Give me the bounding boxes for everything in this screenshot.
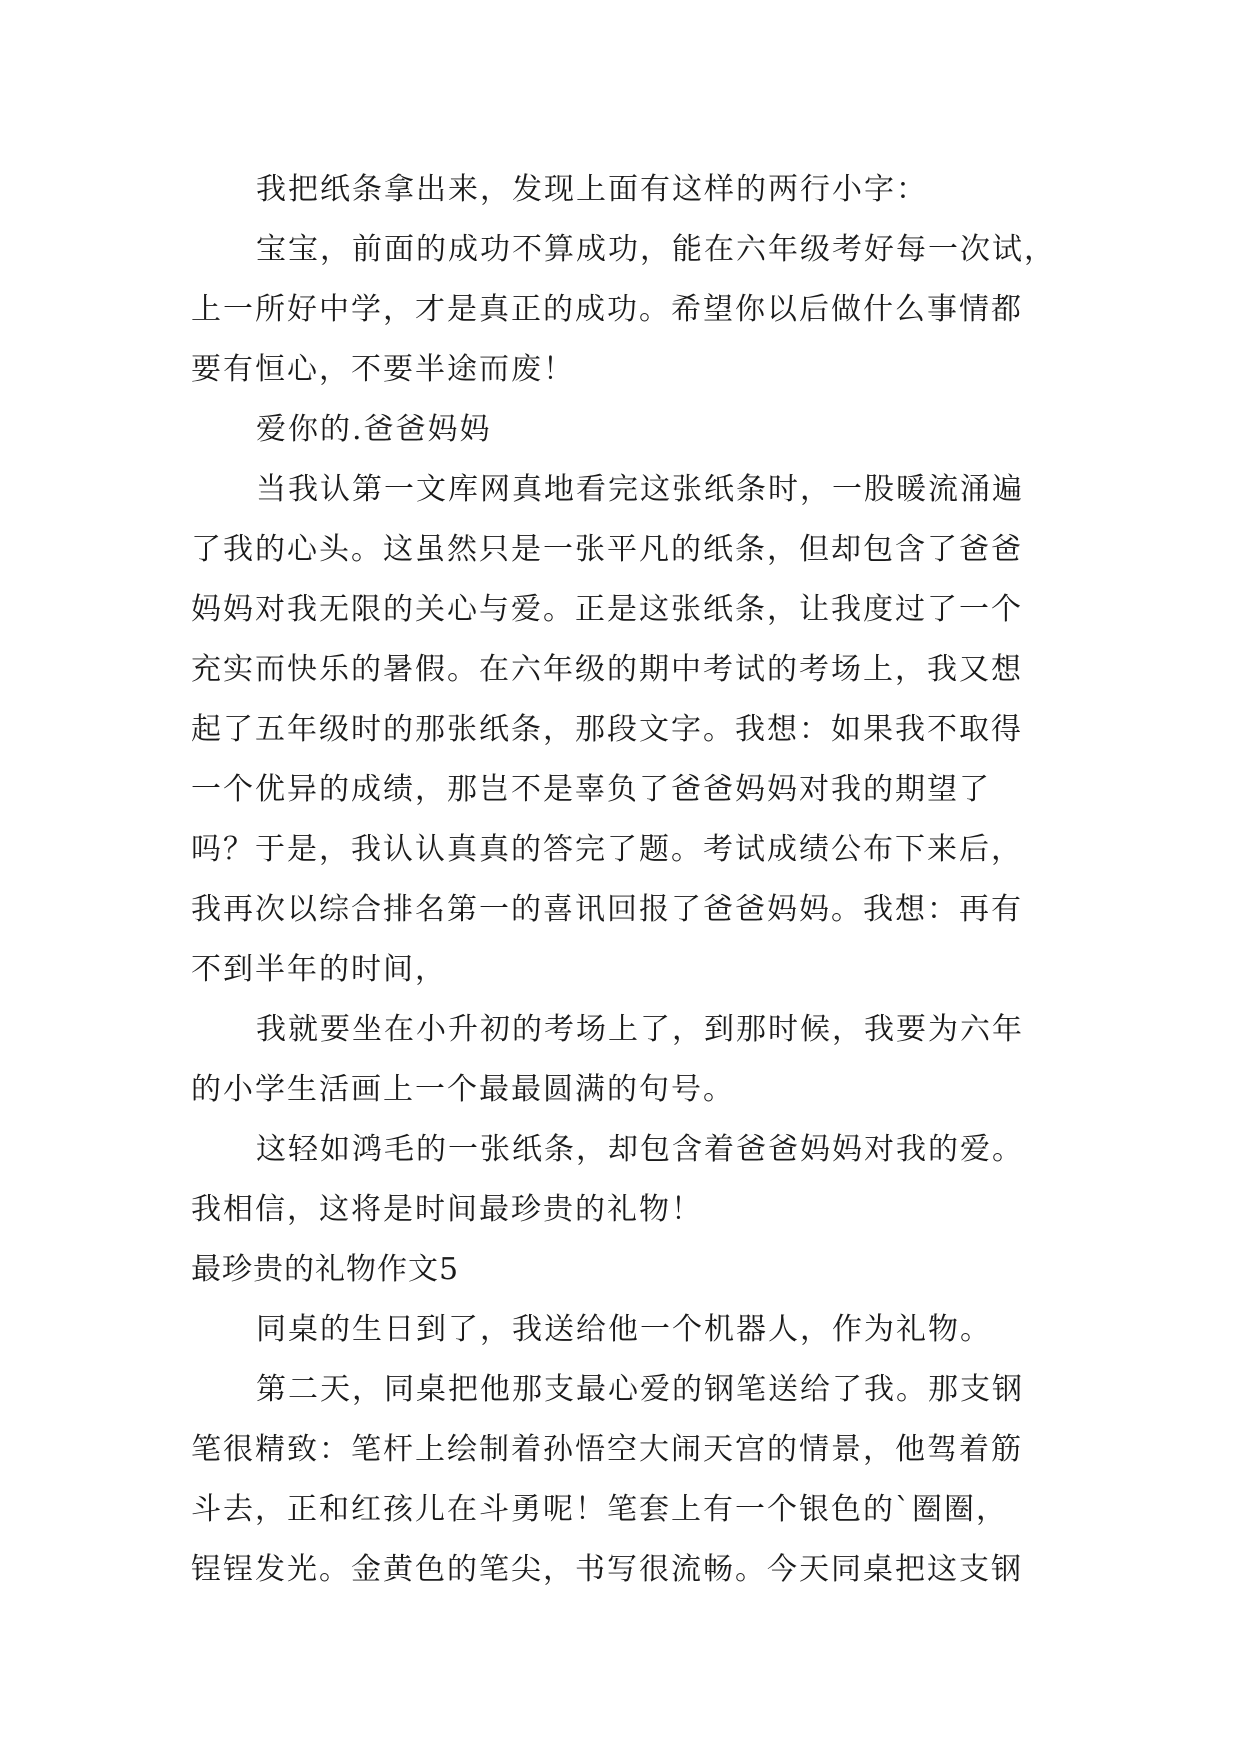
section-heading: 最珍贵的礼物作文5 [191, 1252, 460, 1287]
paragraph-line: 我相信，这将是时间最珍贵的礼物！ [191, 1192, 703, 1227]
paragraph-line: 吗？于是，我认认真真的答完了题。考试成绩公布下来后， [191, 832, 1023, 867]
paragraph-line: 起了五年级时的那张纸条，那段文字。我想：如果我不取得 [191, 712, 1023, 747]
paragraph-line: 妈妈对我无限的关心与爱。正是这张纸条，让我度过了一个 [191, 592, 1023, 627]
paragraph-line: 这轻如鸿毛的一张纸条，却包含着爸爸妈妈对我的爱。 [256, 1132, 1024, 1167]
paragraph-line: 不到半年的时间， [191, 952, 447, 987]
paragraph-line: 当我认第一文库网真地看完这张纸条时，一股暖流涌遍 [256, 472, 1024, 507]
paragraph-line: 锃锃发光。金黄色的笔尖，书写很流畅。今天同桌把这支钢 [191, 1552, 1023, 1587]
paragraph-line: 一个优异的成绩，那岂不是辜负了爸爸妈妈对我的期望了 [191, 772, 991, 807]
paragraph-line: 斗去，正和红孩儿在斗勇呢！笔套上有一个银色的`圈圈， [191, 1492, 1008, 1527]
paragraph-line: 我把纸条拿出来，发现上面有这样的两行小字： [256, 172, 928, 207]
paragraph-line: 要有恒心，不要半途而废！ [191, 352, 575, 387]
paragraph-line: 第二天，同桌把他那支最心爱的钢笔送给了我。那支钢 [256, 1372, 1024, 1407]
paragraph-line: 我再次以综合排名第一的喜讯回报了爸爸妈妈。我想：再有 [191, 892, 1023, 927]
paragraph-line: 的小学生活画上一个最最圆满的句号。 [191, 1072, 735, 1107]
paragraph-line: 了我的心头。这虽然只是一张平凡的纸条，但却包含了爸爸 [191, 532, 1023, 567]
paragraph-line: 充实而快乐的暑假。在六年级的期中考试的考场上，我又想 [191, 652, 1023, 687]
paragraph-line: 宝宝，前面的成功不算成功，能在六年级考好每一次试， [256, 232, 1056, 267]
paragraph-line: 同桌的生日到了，我送给他一个机器人，作为礼物。 [256, 1312, 992, 1347]
document-body [191, 160, 1071, 1600]
paragraph-line: 我就要坐在小升初的考场上了，到那时候，我要为六年 [256, 1012, 1024, 1047]
paragraph-line: 上一所好中学，才是真正的成功。希望你以后做什么事情都 [191, 292, 1023, 327]
paragraph-line: 笔很精致：笔杆上绘制着孙悟空大闹天宫的情景，他驾着筋 [191, 1432, 1023, 1467]
signature-line: 爱你的.爸爸妈妈 [256, 412, 492, 447]
